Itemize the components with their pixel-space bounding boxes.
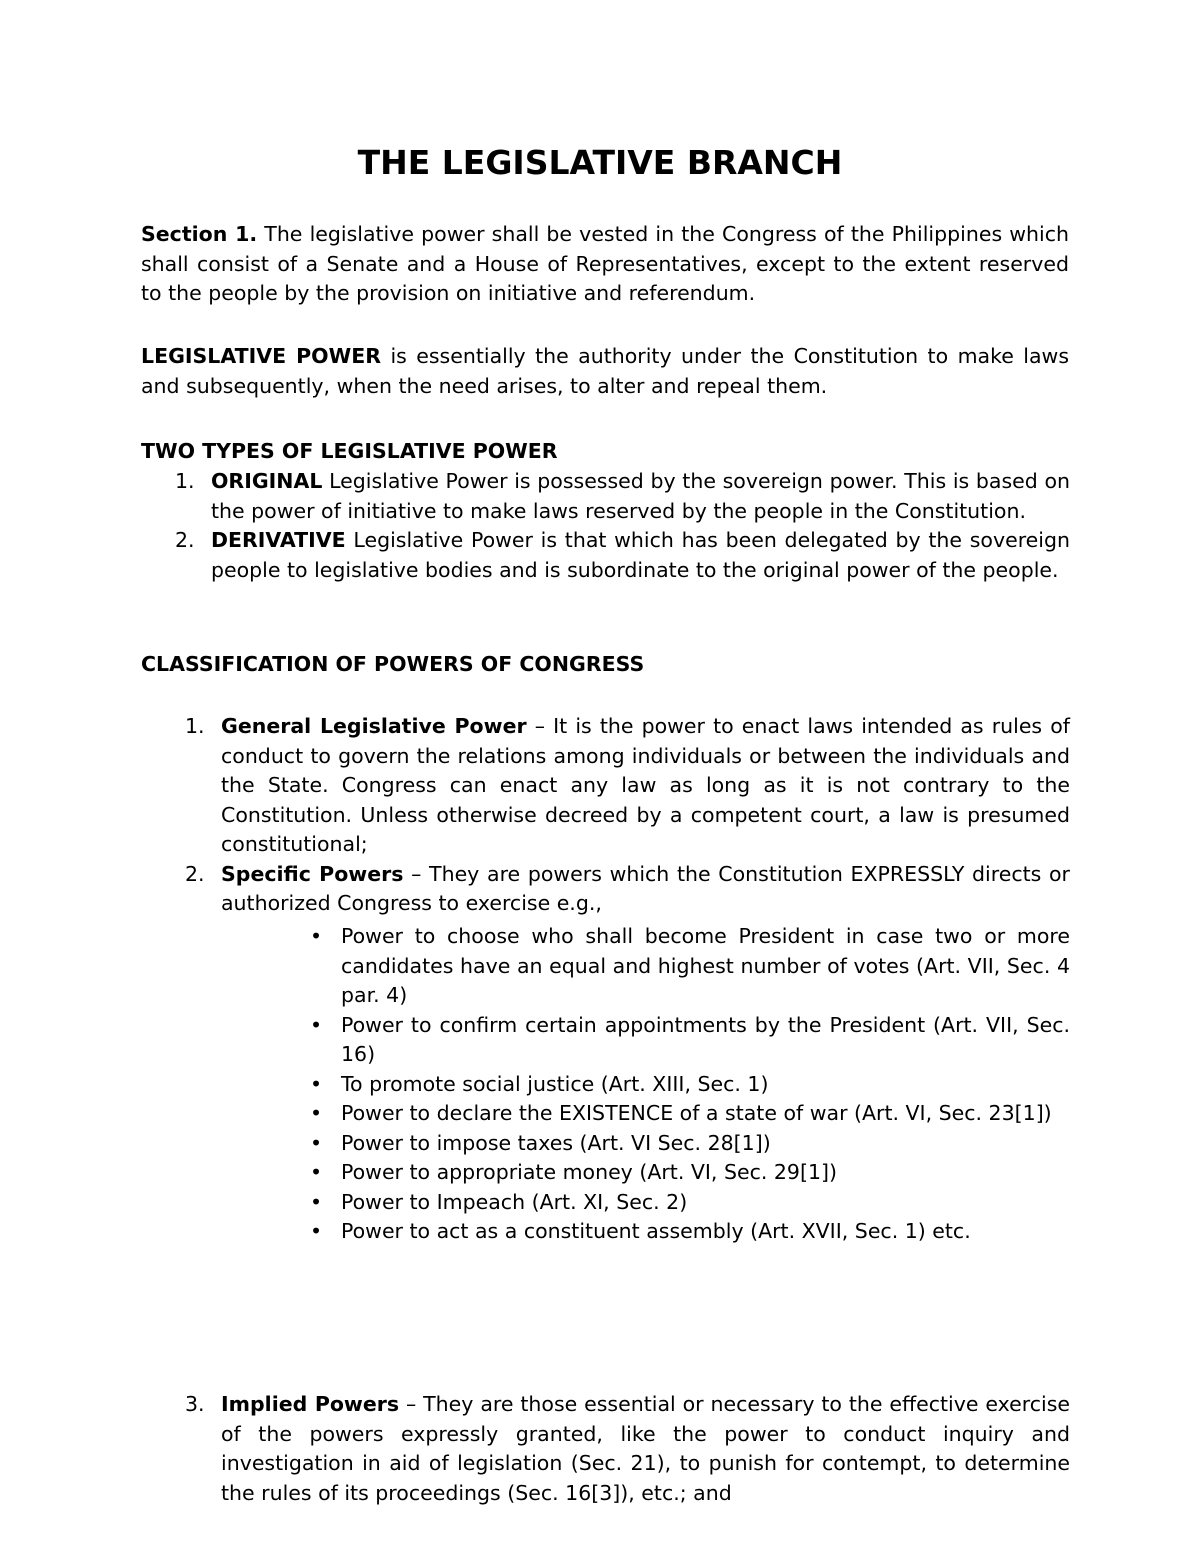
bullet-item: • Power to choose who shall become President in case two or more candidates have an equal and highest number of votes (Art. VII, Sec. 4 par. 4) [310,924,1070,1007]
bullet-icon: • [310,1012,323,1037]
bullet-item: • Power to confirm certain appointments by the President (Art. VII, Sec. 16) [310,1012,1070,1066]
power-text: – They are powers which the Constitution EXPRESSLY directs or authorized Congress to exercise e.g., [221,861,1070,915]
classification-list-continued [185,1390,1070,1508]
bullet-icon: • [310,924,323,948]
power-term: Implied Powers [221,1392,400,1416]
section-1-text: The legislative power shall be vested in the Congress of the Philippines which shall consist of a Senate and a House of Representatives, except to the extent reserved to the people by the provision on initiative and referendum. [141,222,1069,305]
list-item [175,526,1070,585]
type-term: DERIVATIVE [211,528,346,552]
two-types-heading: TWO TYPES OF LEGISLATIVE POWER [141,439,558,463]
bullet-icon: • [310,1130,323,1155]
list-item [185,1390,1070,1508]
bullet-item: • Power to declare the EXISTENCE of a state of war (Art. VI, Sec. 23[1]) [341,1099,1070,1129]
page-title: THE LEGISLATIVE BRANCH [357,143,843,182]
list-number: 3. [185,1392,205,1416]
type-text: Legislative Power is that which has been delegated by the sovereign people to legislative bodies and is subordinate to the original power of the people. [211,528,1070,582]
power-term: Specific Powers [221,861,404,886]
power-text: – They are those essential or necessary to the effective exercise of the powers expressly granted, like the power to conduct inquiry and investigation in aid of legislation (Sec. 21), to punish for contempt, to determine the rules of its proceedings (Sec. 16[3]), etc.; and [221,1392,1070,1505]
specific-powers-bullets [310,922,1070,1247]
bullet-icon: • [310,1189,323,1214]
list-item [175,467,1070,526]
legislative-power-term: LEGISLATIVE POWER [141,344,382,368]
bullet-icon: • [310,1160,323,1184]
bullet-icon: • [310,1101,323,1125]
type-text: Legislative Power is possessed by the sovereign power. This is based on the power of initiative to make laws reserved by the people in the Constitution. [211,469,1070,523]
power-text: – It is the power to enact laws intended as rules of conduct to govern the relations among individuals or between the individuals and the State. Congress can enact any law as long as it is not contrary to the Constitution. Unless otherwise decreed by a competent court, a law is presumed constitutional; [221,714,1070,856]
list-item [185,712,1070,860]
list-number: 2. [185,861,205,886]
type-term: ORIGINAL [211,469,323,493]
bullet-item: • To promote social justice (Art. XIII, Sec. 1) [341,1070,1070,1100]
legislative-power-text: is essentially the authority under the Constitution to make laws and subsequently, when the need arises, to alter and repeal them. [141,344,1069,398]
bullet-icon: • [310,1219,323,1243]
bullet-item: • Power to act as a constituent assembly (Art. XVII, Sec. 1) etc. [341,1217,1070,1247]
section-1-label: Section 1. [141,222,258,246]
list-number: 1. [175,469,195,493]
legislative-power-definition [141,342,1069,401]
bullet-item: • Power to impose taxes (Art. VI Sec. 28[1]) [341,1129,1070,1159]
bullet-item: • Power to Impeach (Art. XI, Sec. 2) [341,1188,1070,1218]
power-term: General Legislative Power [221,714,527,738]
classification-list [185,712,1070,919]
section-1-paragraph [141,220,1069,309]
classification-heading: CLASSIFICATION OF POWERS OF CONGRESS [141,652,645,676]
list-item [185,860,1070,919]
list-number: 1. [185,714,205,738]
list-number: 2. [175,528,195,552]
bullet-item: • Power to appropriate money (Art. VI, Sec. 29[1]) [341,1158,1070,1188]
two-types-list [175,467,1070,585]
bullet-icon: • [310,1071,323,1096]
